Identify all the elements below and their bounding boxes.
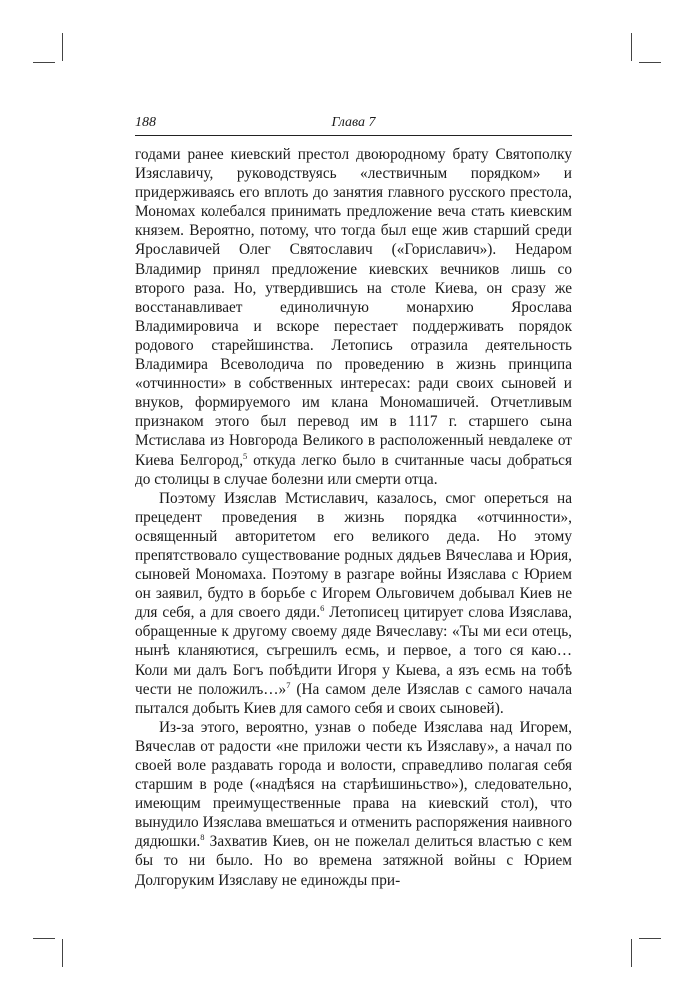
paragraph-3	[135, 718, 572, 890]
chapter-title: Глава 7	[331, 115, 376, 130]
paragraph-2-text-a: Поэтому Изяслав Мстиславич, казалось, смог опереться на прецедент проведения в жизнь порядка «отчинности», освященный авторитетом его великого деда. Но этому препятствовало существование родных дядьев Вячеслава и Юрия, сыновей Мономаха. Поэтому в разгаре войны Изяслава с Юрием он заявил, будто в борьбе с Игорем Ольговичем добывал Киев не для себя, а для своего дяди.	[135, 489, 572, 622]
crop-mark-top-right-h	[639, 62, 661, 63]
crop-mark-top-left	[62, 33, 63, 61]
footnote-ref-8: 8	[200, 832, 205, 843]
paragraph-2-text-c: (На самом деле Изяслав с самого начала пытался добыть Киев для самого себя и своих сыновей).	[135, 680, 572, 717]
paragraph-1-text-a: годами ранее киевский престол двоюродному брату Святополку Изяславичу, руководствуясь «лествичным порядком» и придерживаясь его вплоть до занятия главного русского престола, Мономах колебался принимать предложение веча стать киевским князем. Вероятно, потому, что тогда был еще жив старший среди Ярославичей Олег Святославич («Гориславич»). Недаром Владимир принял предложение киевских вечников лишь со второго раза. Но, утвердившись на столе Киева, он сразу же восстанавливает единоличную монархию Ярослава Владимировича и вскоре перестает поддерживать порядок родового старейшинства. Летопись отразила деятельность Владимира Всеволодича по проведению в жизнь принципа «отчинности» в собственных интересах: ради своих сыновей и внуков, формируемого им клана Мономашичей. Отчетливым признаком этого был перевод им в 1117 г. старшего сына Мстислава из Новгорода Великого в расположенный невдалеке от Киева Белгород,	[135, 146, 572, 469]
crop-mark-top-right	[631, 33, 632, 61]
crop-mark-bottom-right-h	[639, 938, 661, 939]
crop-mark-bottom-left	[62, 939, 63, 967]
body-text	[135, 145, 572, 890]
paragraph-1-text-b: откуда легко было в считанные часы добраться до столицы в случае болезни или смерти отца.	[135, 451, 572, 488]
footnote-ref-5: 5	[243, 450, 248, 461]
footnote-ref-7: 7	[286, 679, 291, 690]
paragraph-3-text-a: Из-за этого, вероятно, узнав о победе Изяслава над Игорем, Вячеслав от радости «не приложи чести къ Изяславу», а начал по своей воле раздавать города и волости, справедливо полагая себя старшим в роде («надѣяся на старѣишиньство»), следовательно, имеющим преимущественные права на киевский стол), что вынудило Изяслава вмешаться и отменить распоряжения наивного дядюшки.	[135, 718, 572, 851]
running-header	[135, 113, 572, 136]
footnote-ref-6: 6	[320, 603, 325, 614]
page-number: 188	[135, 115, 156, 130]
crop-mark-bottom-right	[631, 939, 632, 967]
crop-mark-bottom-left-h	[33, 938, 55, 939]
paragraph-2	[135, 489, 572, 718]
crop-mark-top-left-h	[33, 62, 55, 63]
paragraph-2-text-b: Летописец цитирует слова Изяслава, обращенные к другому своему дяде Вячеславу: «Ты ми еси отець, нынѣ кланяютися, съгрешилъ есмь, и первое, а тогo ся каю… Коли ми далъ Богъ побѣдити Игоря у Кыева, а язъ есмь на тобѣ чести не положилъ…»	[135, 604, 573, 698]
paragraph-1	[135, 145, 572, 489]
paragraph-3-text-b: Захватив Киев, он не пожелал делиться властью с кем бы то ни было. Но во времена затяжной войны с Юрием Долгоруким Изяславу не единожды при-	[135, 833, 572, 889]
